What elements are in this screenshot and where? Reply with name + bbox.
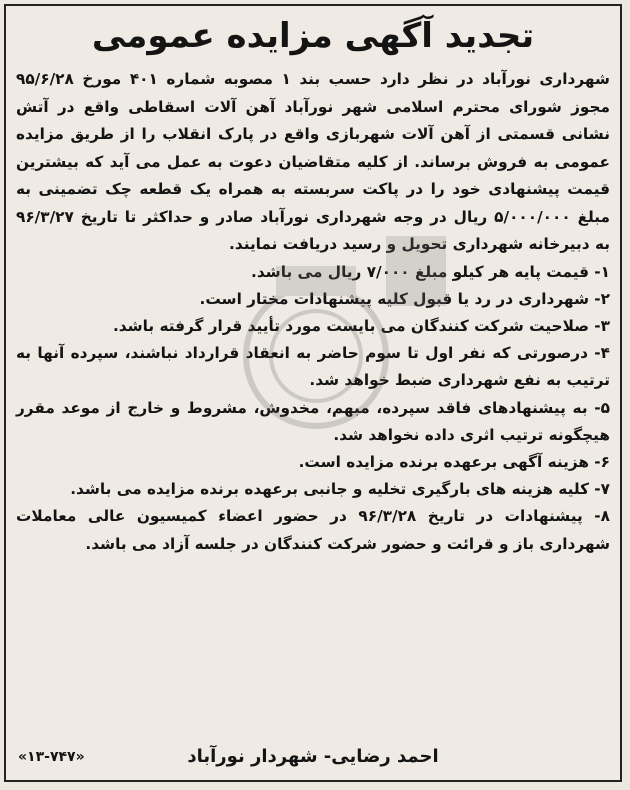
list-item: ۱- قیمت پایه هر کیلو مبلغ ۷/۰۰۰ ریال می باشد. [251, 262, 610, 281]
notice-body [6, 6, 620, 558]
conditions-list [16, 259, 610, 558]
notice-footer [6, 742, 620, 772]
list-item: ۷- کلیه هزینه های بارگیری تخلیه و جانبی برعهده برنده مزایده می باشد. [70, 480, 610, 499]
notice-frame [4, 4, 622, 782]
list-item: ۶- هزینه آگهی برعهده برنده مزایده است. [298, 452, 610, 471]
list-item: ۴- درصورتی که نفر اول تا سوم حاضر به انعقاد قرارداد نباشند، سپرده آنها به ترتیب به نفع شهرداری ضبط خواهد شد. [16, 344, 610, 390]
list-item: ۸- پیشنهادات در تاریخ ۹۶/۳/۲۸ در حضور اعضاء کمیسیون عالی معاملات شهرداری باز و قرائت و حضور شرکت کنندگان در جلسه آزاد می باشد. [16, 507, 610, 553]
intro-paragraph: شهرداری نورآباد در نظر دارد حسب بند ۱ مصوبه شماره ۴۰۱ مورخ ۹۵/۶/۲۸ مجوز شورای محترم اسلامی شهر نورآباد آهن آلات اسقاطی واقع در آتش نشانی قسمتی از آهن آلات شهربازی واقع در پارک انقلاب را از طریق مزایده عمومی به فروش برساند. از کلیه متقاضیان دعوت به عمل می آید که بیشترین قیمت پیشنهادی خود را در پاکت سربسته به همراه یک قطعه چک تضمینی به مبلغ ۵/۰۰۰/۰۰۰ ریال در وجه شهرداری نورآباد صادر و حداکثر تا تاریخ ۹۶/۳/۲۷ به دبیرخانه شهرداری تحویل و رسید دریافت نمایند. [16, 70, 611, 253]
notice-code: «۱۳-۷۴۷» [18, 749, 85, 765]
list-item: ۲- شهرداری در رد یا قبول کلیه پیشنهادات مختار است. [199, 289, 610, 308]
signature: احمد رضایی- شهردار نورآباد [187, 746, 439, 767]
list-item: ۳- صلاحیت شرکت کنندگان می بایست مورد تأیید قرار گرفته باشد. [112, 316, 610, 335]
list-item: ۵- به پیشنهادهای فاقد سپرده، مبهم، مخدوش، مشروط و خارج از موعد مقرر هیچگونه ترتیب اثری داده نخواهد شد. [16, 398, 610, 444]
notice-title: تجدید آگهی مزایده عمومی [91, 16, 535, 56]
